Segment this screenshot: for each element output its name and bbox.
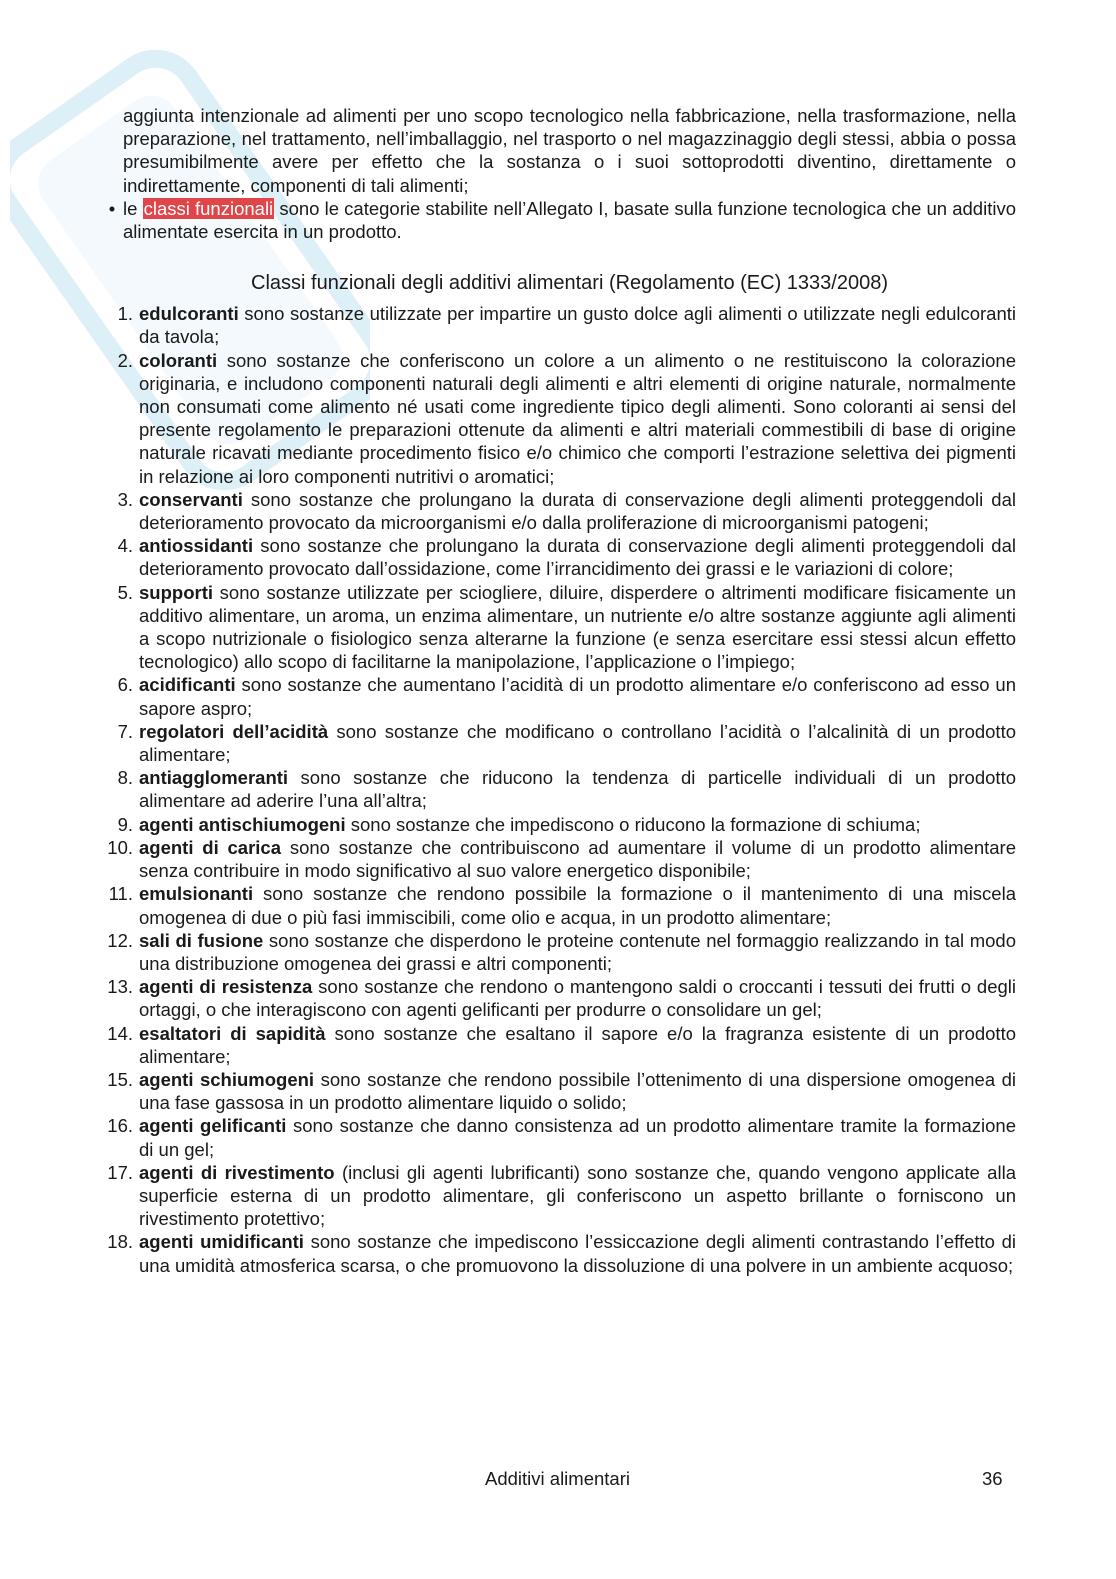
list-item <box>117 488 1016 534</box>
bullet-dot: • <box>108 197 116 219</box>
page-number: 36 <box>982 1468 1003 1489</box>
highlighted-term: classi funzionali <box>143 197 274 219</box>
item-number: 17. <box>107 1161 133 1183</box>
item-description: sono sostanze che riducono la tendenza di particelle individuali di un prodotto alimentare ad aderire l’una all’altra; <box>139 767 1016 812</box>
section-heading: Classi funzionali degli additivi alimentari (Regolamento (EC) 1333/2008) <box>251 272 888 295</box>
item-description: sono sostanze che contribuiscono ad aumentare il volume di un prodotto alimentare senza contribuire in modo significativo al suo valore energetico disponibile; <box>139 836 1016 882</box>
document-body <box>107 104 1017 1277</box>
item-description: sono sostanze che esaltano il sapore e/o la fragranza esistente di un prodotto alimentare; <box>139 1022 1017 1067</box>
item-description: sono sostanze che rendono possibile l’ottenimento di una dispersione omogenea di una fase gassosa in un prodotto alimentare liquido o solido; <box>139 1068 1016 1114</box>
item-term: agenti di resistenza <box>139 976 313 998</box>
item-number: 7. <box>117 720 133 742</box>
item-number: 16. <box>107 1115 133 1137</box>
item-description: sono sostanze che danno consistenza ad un prodotto alimentare tramite la formazione di un gel; <box>139 1115 1016 1160</box>
item-number: 5. <box>117 581 133 603</box>
list-item <box>117 302 1016 348</box>
item-term: emulsionanti <box>139 883 254 905</box>
item-number: 14. <box>107 1022 133 1044</box>
list-item <box>107 1161 1016 1231</box>
item-number: 10. <box>107 836 133 858</box>
item-number: 8. <box>117 767 133 789</box>
item-number: 2. <box>117 349 133 371</box>
item-number: 18. <box>107 1231 133 1253</box>
item-description: sono sostanze che aumentano l’acidità di un prodotto alimentare e/o conferiscono ad esso un sapore aspro; <box>139 674 1016 719</box>
item-description: sono sostanze che modificano o controllano l’acidità o l’alcalinità di un prodotto alimentare; <box>139 720 1016 766</box>
item-term: antiagglomeranti <box>139 767 289 789</box>
item-description: sono sostanze che prolungano la durata di conservazione degli alimenti proteggendoli dal deterioramento provocato da microorganismi e/o dalla proliferazione di microorganismi patogeni; <box>139 488 1016 534</box>
item-number: 4. <box>117 535 133 557</box>
item-number: 9. <box>117 813 133 835</box>
item-number: 12. <box>107 929 133 951</box>
bullet-prefix: le <box>123 197 143 219</box>
item-term: agenti antischiumogeni <box>139 813 346 835</box>
list-item <box>107 1068 1016 1114</box>
list-item <box>107 1230 1016 1276</box>
item-term: esaltatori di sapidità <box>139 1022 326 1044</box>
item-term: conservanti <box>139 488 243 510</box>
item-number: 1. <box>117 303 133 325</box>
list-item <box>117 673 1016 719</box>
item-description: sono sostanze che rendono o mantengono saldi o croccanti i tessuti dei frutti o degli ortaggi, o che interagiscono con agenti gelificanti per produrre o consolidare un gel; <box>139 976 1016 1021</box>
item-number: 15. <box>107 1068 133 1090</box>
list-item <box>107 836 1016 882</box>
item-number: 11. <box>108 883 133 905</box>
item-description: sono sostanze che rendono possibile la formazione o il mantenimento di una miscela omogenea di due o più fasi immiscibili, come olio e acqua, in un prodotto alimentare; <box>139 883 1016 928</box>
list-item <box>108 882 1016 928</box>
functional-classes-list <box>107 302 1017 1277</box>
list-item <box>117 813 1016 836</box>
item-term: agenti umidificanti <box>139 1231 304 1253</box>
item-description: sono sostanze che disperdono le proteine contenute nel formaggio realizzando in tal modo una distribuzione omogenea dei grassi e altri componenti; <box>139 929 1016 974</box>
item-description: sono sostanze utilizzate per impartire un gusto dolce agli alimenti o utilizzate negli edulcoranti da tavola; <box>139 303 1016 348</box>
item-term: acidificanti <box>139 674 236 696</box>
item-description: sono sostanze che impediscono o riducono la formazione di schiuma; <box>345 813 921 835</box>
list-item <box>107 1114 1016 1160</box>
item-term: agenti di carica <box>139 836 282 858</box>
item-description: sono sostanze che impediscono l’essiccazione degli alimenti contrastando l’effetto di una umidità atmosferica scarsa, o che promuovono la dissoluzione di una polvere in un ambiente acquoso; <box>139 1231 1016 1276</box>
bullet-item <box>108 197 1016 243</box>
list-item <box>117 766 1016 812</box>
item-term: supporti <box>139 581 213 603</box>
item-term: coloranti <box>139 349 218 371</box>
item-term: antiossidanti <box>139 535 254 557</box>
footer-title: Additivi alimentari <box>485 1468 630 1489</box>
item-term: sali di fusione <box>139 929 264 951</box>
item-term: edulcoranti <box>139 303 239 325</box>
item-term: agenti schiumogeni <box>139 1068 315 1090</box>
item-number: 3. <box>117 488 133 510</box>
item-description: sono sostanze utilizzate per sciogliere, diluire, disperdere o altrimenti modificare fisicamente un additivo alimentare, un aroma, un enzima alimentare, un nutriente e/o altre sostanze aggiunte agli alimenti a scopo nutrizionale o fisiologico senza alterarne la funzione (e senza esercitare essi stessi alcun effetto tecnologico) allo scopo di facilitarne la manipolazione, l’applicazione o l’impiego; <box>139 581 1016 673</box>
item-number: 13. <box>107 976 133 998</box>
intro-paragraph: aggiunta intenzionale ad alimenti per uno scopo tecnologico nella fabbricazione, nella trasformazione, nella preparazione, nel trattamento, nell’imballaggio, nel trasporto o nel magazzinaggio degli stessi, abbia o possa presumibilmente avere per effetto che la sostanza o i suoi sottoprodotti diventino, direttamente o indirettamente, componenti di tali alimenti; <box>123 105 1016 196</box>
list-item <box>107 929 1016 975</box>
item-term: agenti gelificanti <box>139 1115 287 1137</box>
item-term: agenti di rivestimento <box>139 1161 335 1183</box>
bullet-text: sono le categorie stabilite nell’Allegato I, basate sulla funzione tecnologica che un additivo alimentate esercita in un prodotto. <box>123 197 1016 243</box>
item-number: 6. <box>117 674 133 696</box>
item-description: sono sostanze che prolungano la durata di conservazione degli alimenti proteggendoli dal deterioramento provocato dall’ossidazione, come l’irrancidimento dei grassi e le variazioni di colore; <box>139 535 1016 580</box>
list-item <box>117 534 1016 580</box>
list-item <box>117 720 1016 766</box>
item-description: sono sostanze che conferiscono un colore a un alimento o ne restituiscono la colorazione originaria, e includono componenti naturali degli alimenti e altri elementi di origine naturale, normalmente non consumati come alimento né usati come ingrediente tipico degli alimenti. Sono coloranti ai sensi del presente regolamento le preparazioni ottenute da alimenti e altri materiali commestibili di base di origine naturale ricavati mediante procedimento fisico e/o chimico che comporti l’estrazione selettiva dei pigmenti in relazione ai loro componenti nutritivi o aromatici; <box>139 349 1016 487</box>
list-item <box>107 1022 1017 1068</box>
list-item <box>117 581 1016 674</box>
list-item <box>117 349 1016 488</box>
list-item <box>107 975 1016 1021</box>
item-description: (inclusi gli agenti lubrificanti) sono sostanze che, quando vengono applicate alla superficie esterna di un prodotto alimentare, gli conferiscono un aspetto brillante o forniscono un rivestimento protettivo; <box>139 1161 1016 1230</box>
item-term: regolatori dell’acidità <box>139 720 329 742</box>
